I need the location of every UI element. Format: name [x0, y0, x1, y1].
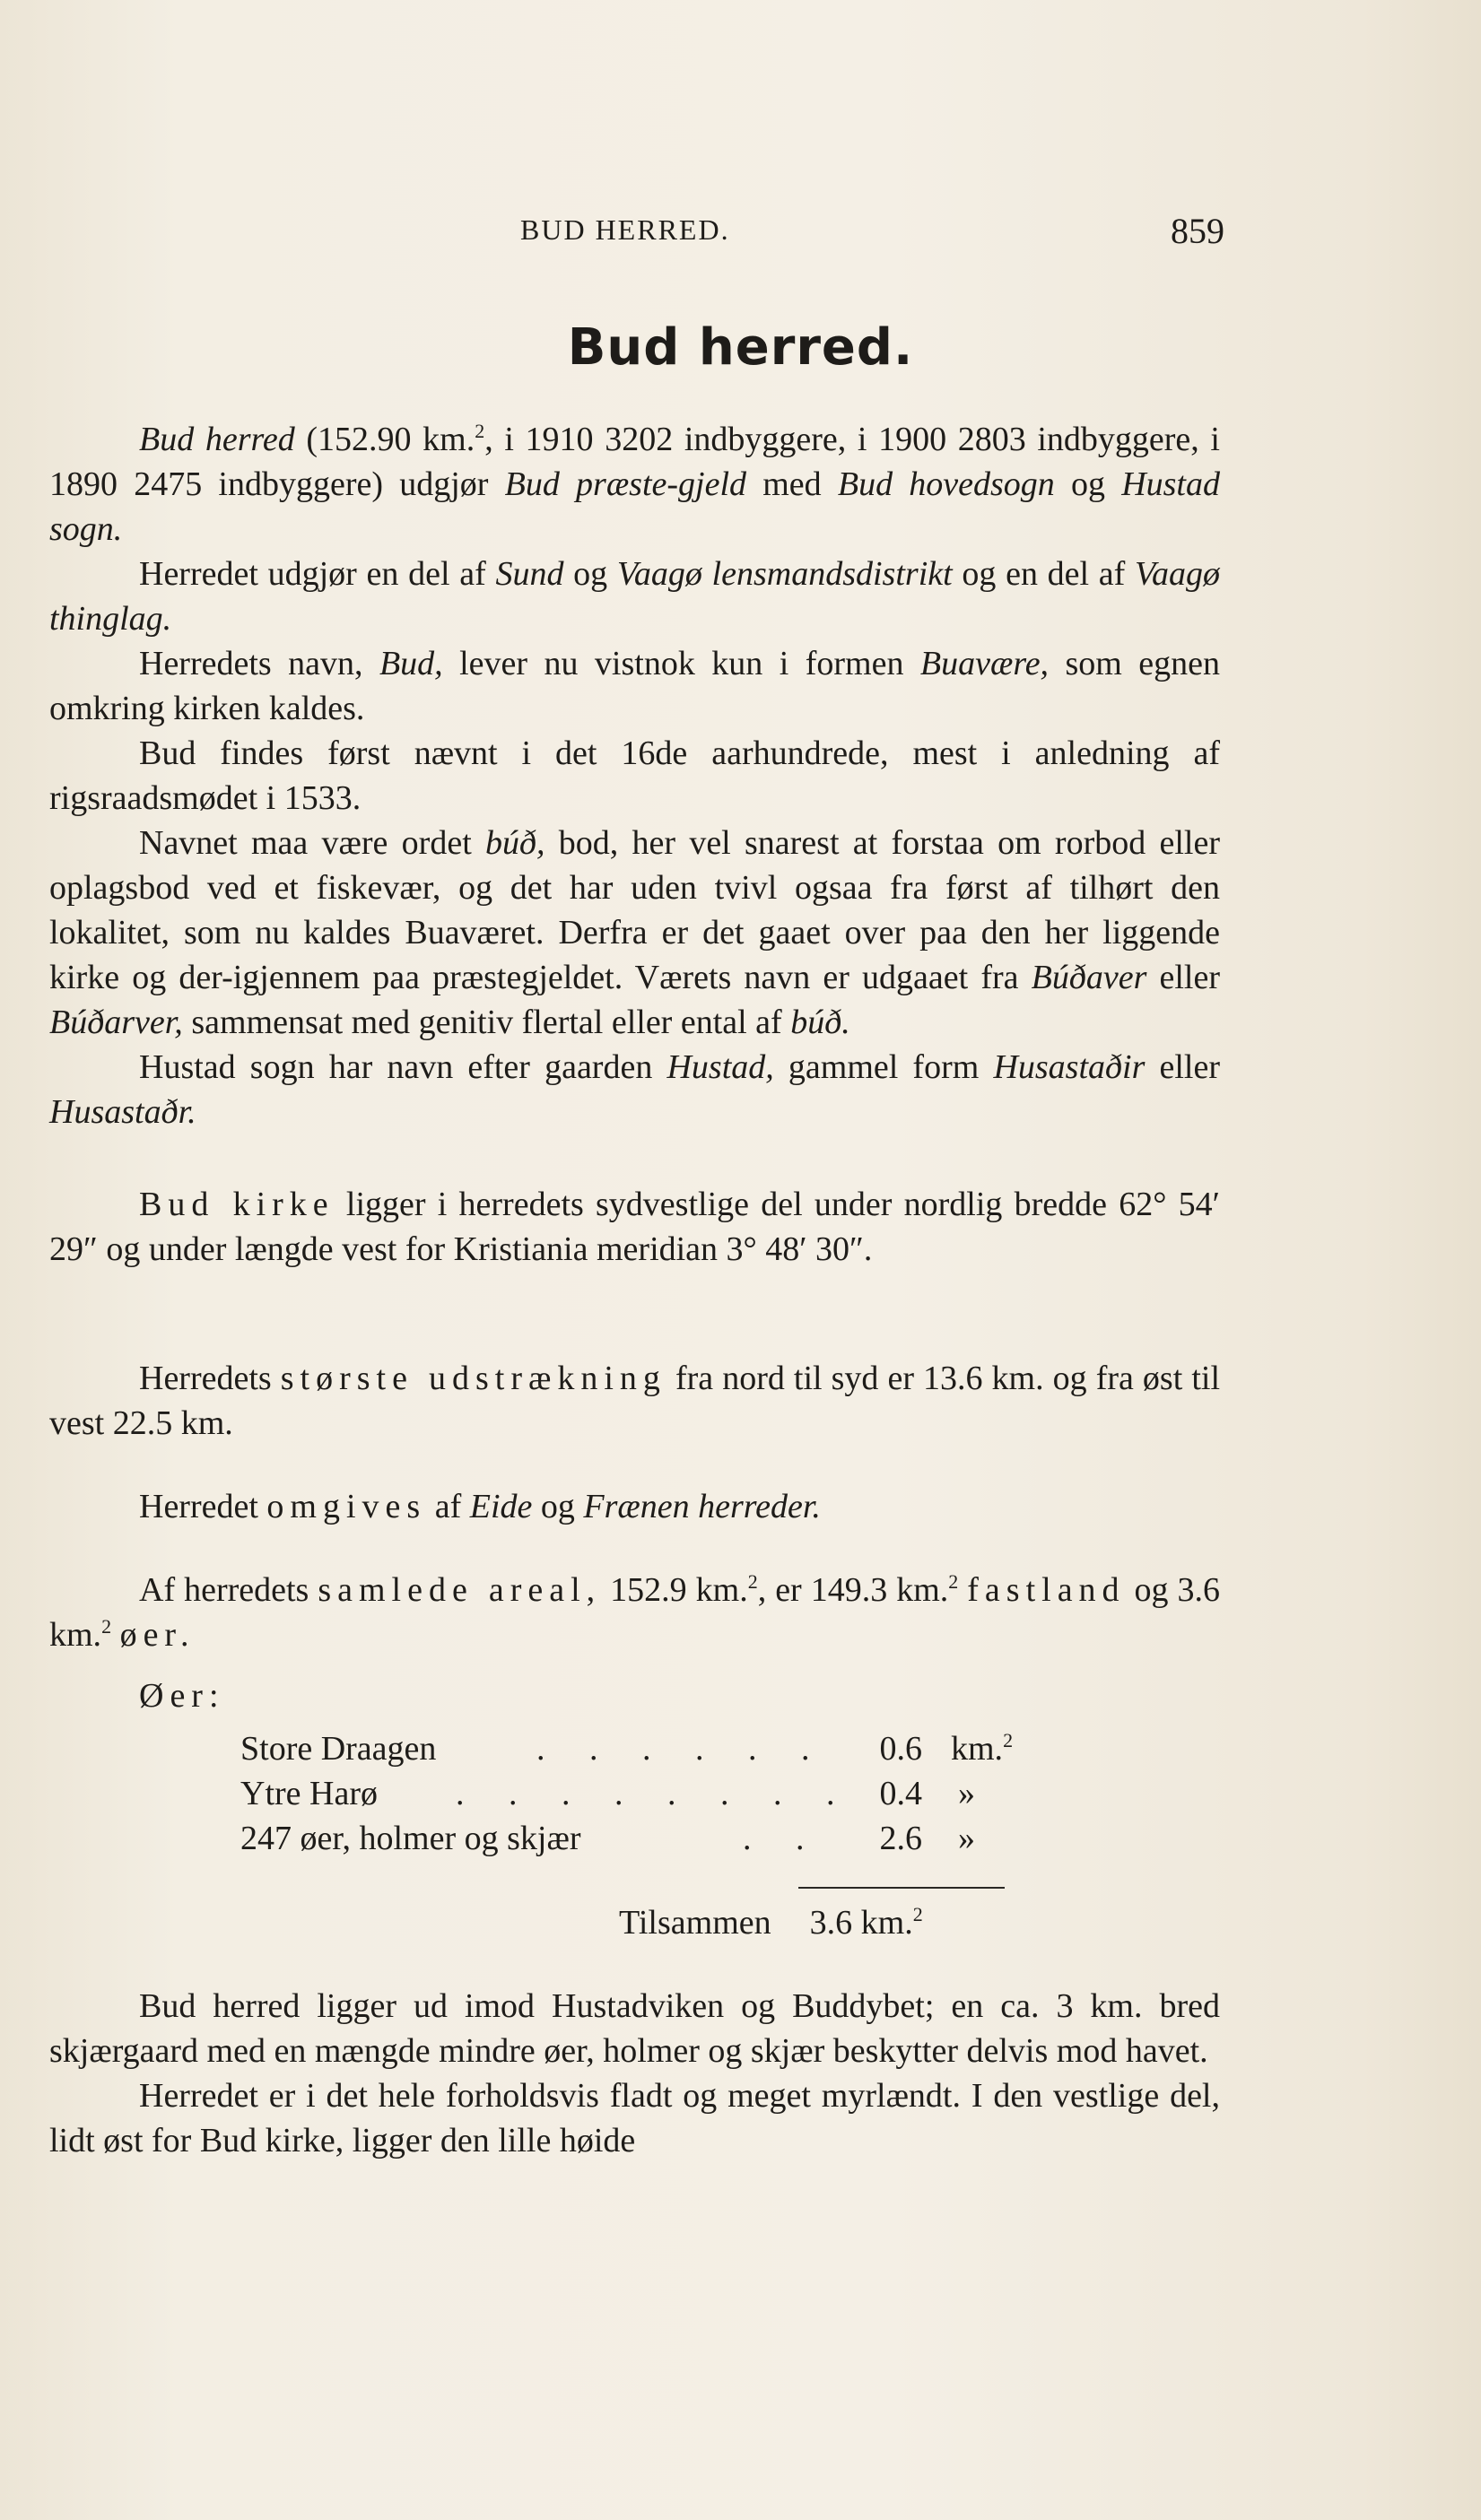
text-block-extent: [49, 1356, 1220, 1446]
paragraph-area-population: [49, 417, 1220, 552]
island-unit: »: [958, 1775, 975, 1812]
spaced-term: samlede areal,: [318, 1571, 602, 1609]
superscript: 2: [912, 1903, 923, 1925]
sum-rule: [798, 1887, 1005, 1889]
table-row: [240, 1729, 1048, 1774]
text-block-coast: [49, 1984, 1220, 2163]
text-block-islands-label: [49, 1673, 1220, 1718]
italic-term: Buavære,: [919, 645, 1050, 682]
text-run: og 3.6 km.: [49, 1571, 1221, 1654]
italic-term: Husastaðir: [993, 1048, 1146, 1086]
paragraph-area: [49, 1568, 1220, 1657]
leader-dots: . .: [743, 1820, 823, 1857]
spaced-term: Bud kirke: [139, 1186, 335, 1223]
paragraph-name: [49, 641, 1220, 731]
text-run: , i 1910 3202 indbyggere, i 1900 2803 indbyggere, i 1890 2475 indbyggere) udgjør: [49, 421, 1220, 503]
paragraph-etymology: [49, 821, 1220, 1045]
island-name: 247 øer, holmer og skjær: [240, 1820, 581, 1857]
text-run: sammensat med genitiv flertal eller ental af: [182, 1004, 791, 1041]
spaced-term: fastland: [967, 1571, 1126, 1609]
total-unit: km.: [860, 1904, 913, 1942]
italic-term: Bud præste-gjeld: [504, 465, 747, 503]
spaced-term: omgives: [266, 1488, 427, 1525]
italic-term: Sund: [495, 555, 564, 593]
spaced-term: største udstrækning: [280, 1360, 666, 1397]
paragraph-borders: [49, 1484, 1220, 1529]
text-run: med: [746, 465, 838, 503]
text-run: Hustad sogn har navn efter gaarden: [139, 1048, 667, 1086]
italic-term: Husastaðr.: [49, 1093, 196, 1131]
island-unit: »: [958, 1820, 975, 1857]
page-number: 859: [1171, 211, 1224, 251]
total-label: Tilsammen: [619, 1904, 771, 1942]
island-area: 0.4: [879, 1775, 922, 1812]
text-run: Navnet maa være ordet: [139, 824, 486, 862]
island-area: 2.6: [879, 1820, 922, 1857]
italic-term: Frænen herreder.: [583, 1488, 821, 1525]
island-area: 0.6: [879, 1730, 922, 1768]
text-run: Herredet udgjør en del af: [139, 555, 496, 593]
paragraph-districts: [49, 552, 1220, 641]
text-run: og: [1054, 465, 1122, 503]
text-run: eller: [1145, 1048, 1220, 1086]
italic-term: Vaagø thinglag.: [49, 555, 1221, 638]
superscript: 2: [948, 1570, 959, 1593]
running-head: [0, 213, 1481, 258]
text-block-area: [49, 1568, 1220, 1657]
paragraph-first-mention: Bud findes først nævnt i det 16de aarhundrede, mest i anledning af rigsraadsmødet i 1533.: [49, 734, 1220, 817]
text-run: gammel form: [773, 1048, 994, 1086]
italic-term: Bud,: [379, 645, 443, 682]
chapter-heading: Bud herred.: [567, 318, 914, 377]
table-row: [240, 1774, 1048, 1819]
running-head-title: BUD HERRED.: [520, 213, 730, 246]
total-value: 3.6: [809, 1904, 853, 1942]
text-run: lever nu vistnok kun i formen: [442, 645, 920, 682]
text-run: og: [532, 1488, 584, 1525]
text-run: ligger i herredets sydvestlige del under nordlig bredde 62° 54′ 29″ og under længde vest for Kristiania meridian 3° 48′ 30″.: [49, 1186, 1220, 1268]
text-run: Herredets navn,: [139, 645, 379, 682]
islands-label: [49, 1673, 1220, 1718]
italic-term: Hustad,: [666, 1048, 774, 1086]
islands-table: [240, 1729, 1048, 1864]
text-run: bod, her vel snarest at forstaa om rorbod eller oplagsbod ved et fiskevær, og det har uden tvivl ogsaa fra først af tilhørt den lokalitet, som nu kaldes Buaværet. Derfra er det gaaet over paa den her liggende kirke og der-igjennem paa præstegjeldet. Værets navn er udgaaet fra: [49, 824, 1220, 996]
island-unit: [951, 1729, 1013, 1768]
paragraph-hustad: [49, 1045, 1220, 1134]
leader-dots: . . . . . . . .: [456, 1775, 853, 1812]
paragraph-coast: Bud herred ligger ud imod Hustadviken og Buddybet; en ca. 3 km. bred skjærgaard med en mængde mindre øer, holmer og skjær beskytter delvis mod havet.: [49, 1987, 1220, 2070]
text-block-intro: [49, 417, 1220, 1134]
text-run: af: [426, 1488, 470, 1525]
paragraph-terrain: Herredet er i det hele forholdsvis fladt og meget myrlændt. I den vestlige del, lidt øst for Bud kirke, ligger den lille høide: [49, 2077, 1220, 2159]
text-run: fra nord til syd er 13.6 km. og fra øst til vest 22.5 km.: [49, 1360, 1220, 1442]
italic-term: Búðaver: [1031, 959, 1147, 996]
superscript: 2: [101, 1615, 112, 1638]
text-run: og: [563, 555, 617, 593]
italic-term: Hustad sogn.: [49, 465, 1220, 548]
spaced-term: øer.: [119, 1616, 196, 1654]
superscript: 2: [475, 420, 485, 442]
superscript: 2: [1003, 1729, 1014, 1751]
text-run: og en del af: [952, 555, 1136, 593]
italic-term: Búðarver,: [49, 1004, 183, 1041]
italic-term: Vaagø lensmandsdistrikt: [616, 555, 953, 593]
island-name: Store Draagen: [240, 1730, 437, 1768]
paragraph-extent: [49, 1356, 1220, 1446]
text-run: , er 149.3 km.: [757, 1571, 949, 1609]
text-block-church: [49, 1182, 1220, 1272]
text-run: Af herredets: [139, 1571, 318, 1609]
total-row: [619, 1903, 923, 1942]
text-run: Herredets: [139, 1360, 281, 1397]
text-block-borders: [49, 1484, 1220, 1529]
italic-term: búð,: [485, 824, 545, 862]
unit-text: km.: [951, 1730, 1004, 1768]
text-run: som egnen omkring kirken kaldes.: [49, 645, 1221, 727]
text-run: eller: [1146, 959, 1220, 996]
leader-dots: . . . . . .: [536, 1730, 828, 1768]
table-row: [240, 1819, 1048, 1864]
text-run: (152.90 km.: [294, 421, 475, 458]
text-run: 152.9 km.: [601, 1571, 748, 1609]
spaced-term: Øer:: [139, 1677, 225, 1715]
italic-term: Eide: [469, 1488, 533, 1525]
superscript: 2: [747, 1570, 758, 1593]
italic-term: Bud hovedsogn: [837, 465, 1055, 503]
italic-term: búð.: [790, 1004, 850, 1041]
island-name: Ytre Harø: [240, 1775, 378, 1812]
italic-term: Bud herred: [139, 421, 295, 458]
text-run: Herredet: [139, 1488, 267, 1525]
paragraph-church-position: [49, 1182, 1220, 1272]
